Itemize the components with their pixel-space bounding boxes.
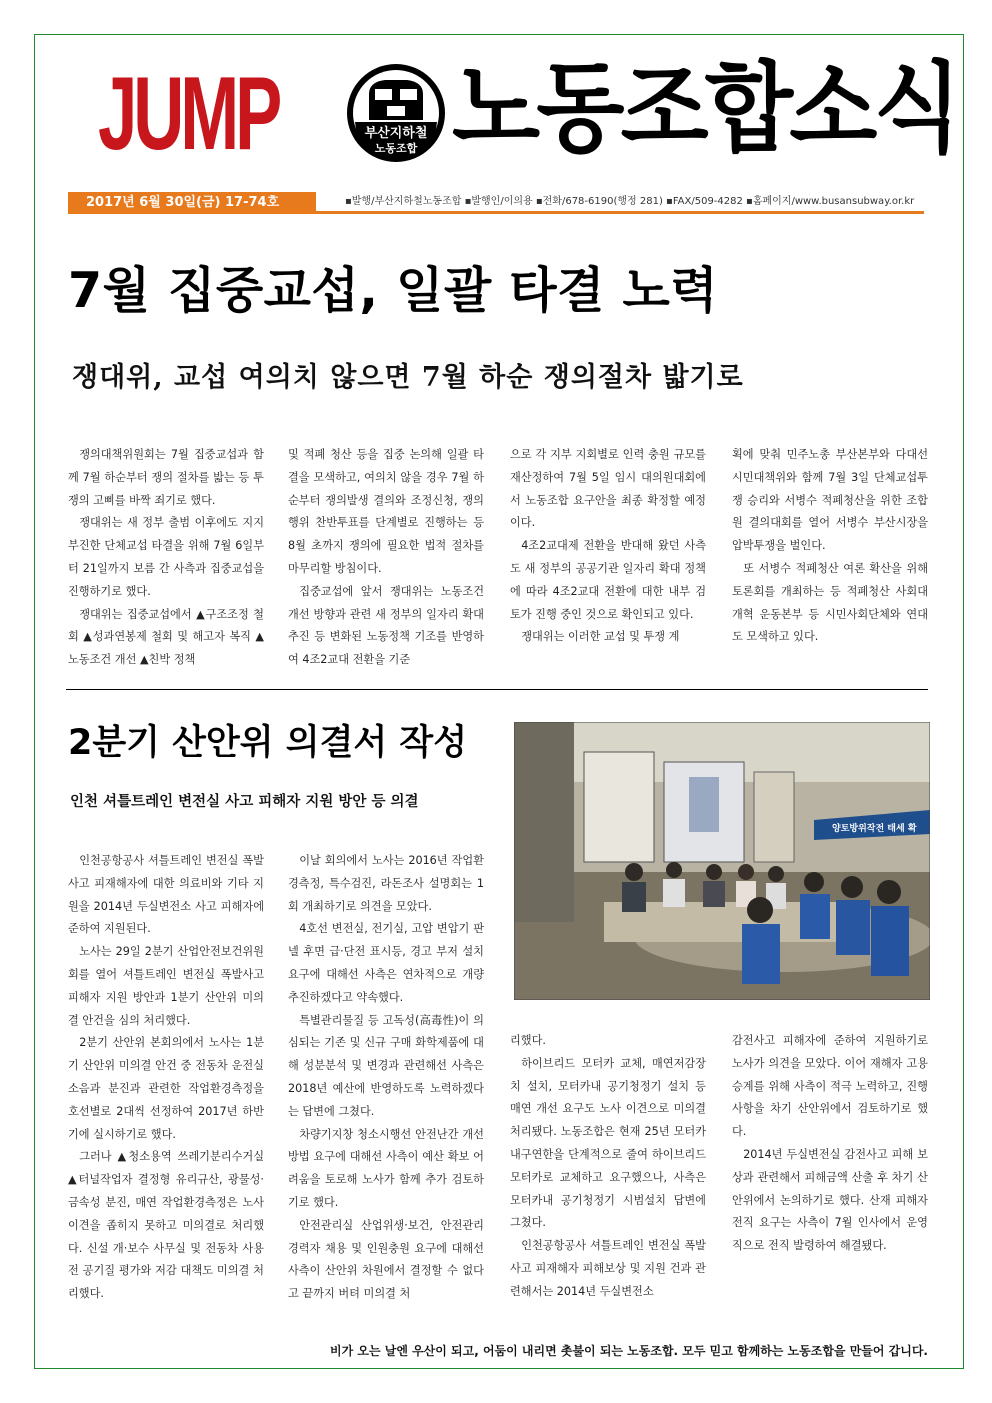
article2-column-1 [68,850,264,1306]
paragraph: 이날 회의에서 노사는 2016년 작업환경측정, 특수검진, 라돈조사 설명회는 1회 개최하기로 의견을 모았다. [288,854,484,913]
seal-top-text: 부산지하철 [364,126,428,141]
union-seal-logo [345,62,447,164]
paragraph: 및 적폐 청산 등을 집중 논의해 일괄 타결을 모색하고, 여의치 않을 경우 7월 하순부터 쟁의발생 결의와 조정신청, 쟁의행위 찬반투표를 단계별로 진행하는 등 8월 초까지 쟁의에 필요한 법적 절차를 마무리할 방침이다. [288,448,484,575]
paragraph: 4호선 변전실, 전기실, 고압 변압기 판넬 후면 급·단전 표시등, 경고 부저 설치 요구에 대해선 사측은 연차적으로 개량추진하겠다고 약속했다. [288,922,484,1004]
photo-banner-text: 양토방위작전 태세 확 [832,824,917,834]
article2-column-3 [510,1030,706,1304]
paragraph: 획에 맞춰 민주노총 부산본부와 다대선시민대책위와 함께 7월 3일 단체교섭투쟁 승리와 서병수 적폐청산을 위한 조합원 결의대회를 열어 서병수 부산시장을 압박투쟁을 벌인다. [732,448,928,553]
paragraph: 그러나 ▲청소용역 쓰레기분리수거실 ▲터널작업자 결정형 유리규산, 광물성·금속성 분진, 매연 작업환경측정은 노사 이견을 좁히지 못하고 미의결로 처리했다. 신설 개·보수 사무실 및 전동차 사용 전 공기질 평가와 저감 대책도 미의결 처리했다. [68,1150,264,1301]
paragraph: 차량기지창 청소시행선 안전난간 개선방법 요구에 대해선 사측이 예산 확보 어려움을 토로해 노사가 함께 추가 검토하기로 했다. [288,1127,484,1209]
paragraph: 2014년 두실변전실 감전사고 피해 보상과 관련해서 피해금액 산출 후 차기 산안위에서 논의하기로 했다. 산재 피해자 전직 요구는 사측이 7월 인사에서 운영직으로 전직 발령하여 해결됐다. [732,1147,928,1253]
article2-headline: 2분기 산안위 의결서 작성 [68,723,468,763]
publisher-info: ▪발행/부산지하철노동조합 ▪발행인/이의용 ▪전화/678-6190(행정 281) ▪FAX/509-4282 ▪홈페이지/www.busansubway.or.kr [345,196,915,207]
article2-column-4 [732,1030,928,1258]
jump-logo: JUMP [98,56,279,172]
article1-column-2 [288,444,484,672]
paragraph: 또 서병수 적폐청산 여론 확산을 위해 토론회를 개최하는 등 적폐청산 사회대개혁 운동본부 등 시민사회단체와 연대도 모색하고 있다. [732,561,928,644]
paragraph: 노사는 29일 2분기 산업안전보건위원회를 열어 셔틀트레인 변전실 폭발사고 피해자 지원 방안과 1분기 산안위 미의결 안건을 심의 처리했다. [68,945,264,1027]
article1-column-3 [510,444,706,649]
paragraph: 집중교섭에 앞서 쟁대위는 노동조건 개선 방향과 관련 새 정부의 일자리 확대 추진 등 변화된 노동정책 기조를 반영하여 4조2교대 전환을 기준 [288,584,484,667]
paragraph: 2분기 산안위 본회의에서 노사는 1분기 산안위 미의결 안건 중 전동차 운전실 소음과 분진과 관련한 작업환경측정을 호선별로 2대씩 선정하여 2017년 하반기에 실시하기로 했다. [68,1036,264,1141]
paragraph: 인천공항공사 셔틀트레인 변전실 폭발사고 피재해자에 대한 의료비와 기타 지원을 2014년 두실변전소 사고 피해자에 준하여 지원된다. [68,854,264,936]
article1-subhead: 쟁대위, 교섭 여의치 않으면 7월 하순 쟁의절차 밟기로 [72,362,744,393]
masthead-title: 노동조합소식 [452,51,958,166]
article2-column-2 [288,850,484,1306]
paragraph: 4조2교대제 전환을 반대해 왔던 사측도 새 정부의 공공기관 일자리 확대 정책에 따라 4조2교대 전환에 대한 내부 검토가 진행 중인 것으로 확인되고 있다. [510,539,706,621]
paragraph: 쟁의대책위원회는 7월 집중교섭과 함께 7월 하순부터 쟁의 절차를 밟는 등 투쟁의 고삐를 바짝 죄기로 했다. [68,448,264,507]
paragraph: 리했다. [510,1034,546,1047]
issue-date-bar: 2017년 6월 30일(금) 17-74호 [68,192,316,214]
seal-bottom-text: 노동조합 [374,142,418,155]
paragraph: 인천공항공사 셔틀트레인 변전실 폭발사고 피재해자 피해보상 및 지원 건과 관련해서는 2014년 두실변전소 [510,1239,706,1298]
footer-slogan: 비가 오는 날엔 우산이 되고, 어둠이 내리면 촛불이 되는 노동조합. 모두 믿고 함께하는 노동조합을 만들어 갑니다. [330,1344,928,1358]
paragraph: 쟁대위는 집중교섭에서 ▲구조조정 철회 ▲성과연봉제 철회 및 해고자 복직 ▲노동조건 개선 ▲친박 정책 [68,607,264,667]
article2-subhead: 인천 셔틀트레인 변전실 사고 피해자 지원 방안 등 의결 [70,793,419,810]
header-rule [316,211,924,214]
paragraph: 쟁대위는 이러한 교섭 및 투쟁 계 [521,630,680,644]
article1-column-4 [732,444,928,649]
article1-column-1 [68,444,264,672]
paragraph: 감전사고 피해자에 준하여 지원하기로 노사가 의견을 모았다. 이어 재해자 고용승계를 위해 사측이 적극 노력하고, 진행사항을 차기 산안위에서 검토하기로 했다. [732,1034,928,1139]
paragraph: 쟁대위는 새 정부 출범 이후에도 지지부진한 단체교섭 타결을 위해 7월 6일부터 21일까지 보름 간 사측과 집중교섭을 진행하기로 했다. [68,516,264,598]
paragraph: 안전관리실 산업위생·보건, 안전관리경력자 채용 및 인원충원 요구에 대해선 사측이 산안위 차원에서 결정할 수 없다고 끝까지 버텨 미의결 처 [288,1218,484,1301]
article1-headline: 7월 집중교섭, 일괄 타결 노력 [68,262,719,319]
meeting-photo [514,722,930,1000]
paragraph: 특별관리물질 등 고독성(高毒性)이 의심되는 기존 및 신규 구매 화학제품에 대해 성분분석 및 변경과 관련해선 사측은 2018년 예산에 반영하도록 노력하겠다는 답변에 그쳤다. [288,1013,484,1118]
section-divider [66,689,928,690]
paragraph: 으로 각 지부 지회별로 인력 충원 규모를 재산정하여 7월 5일 임시 대의원대회에서 노동조합 요구안을 최종 확정할 예정이다. [510,448,706,530]
paragraph: 하이브리드 모터카 교체, 매연저감장치 설치, 모터카내 공기청정기 설치 등 매연 개선 요구도 노사 이견으로 미의결 처리됐다. 노동조합은 현재 25년 모터카 내구연한을 단계적으로 줄여 하이브리드 모터카로 교체하고 요구했으나, 사측은 모터카내 공기청정기 시범설치 답변에 그쳤다. [510,1056,706,1230]
